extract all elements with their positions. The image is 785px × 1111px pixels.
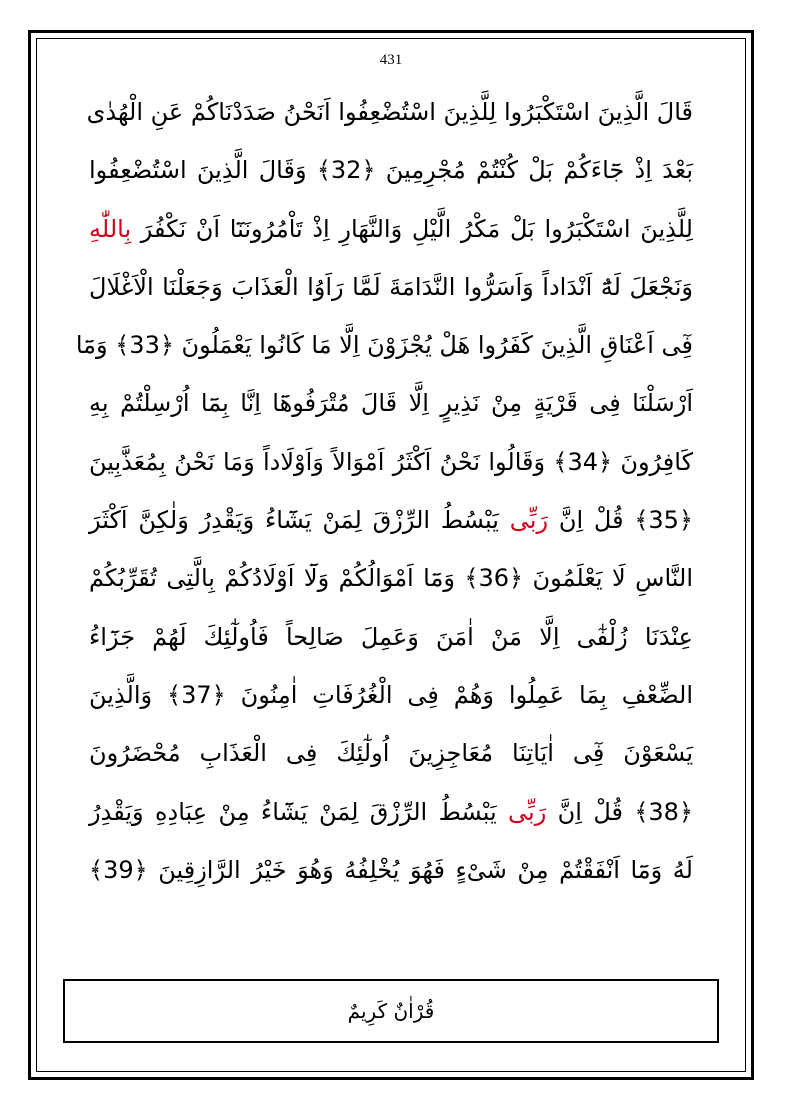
text-line: ﴿38﴾ قُلْ اِنَّ رَبِّى يَبْسُطُ الرِّزْقَ لِمَنْ يَشَٓاءُ مِنْ عِبَادِهِ وَيَقْدِرُ — [89, 797, 694, 826]
text-line: بَعْدَ اِذْ جَٓاءَكُمْ بَلْ كُنْتُمْ مُجْرِمِينَ ﴿32﴾ وَقَالَ الَّذِينَ اسْتُضْعِفُوا — [89, 156, 694, 185]
highlighted-word: رَبِّى — [509, 506, 549, 535]
page-number: 431 — [379, 52, 403, 68]
text-line: عِنْدَنَا زُلْفٰٓى اِلَّا مَنْ اٰمَنَ وَعَمِلَ صَالِحاً فَاُولٰٓئِكَ لَهُمْ جَزَٓاءُ — [89, 622, 693, 651]
text-line: اَرْسَلْنَا فِى قَرْيَةٍ مِنْ نَذِيرٍ اِلَّا قَالَ مُتْرَفُوهَٓا اِنَّا بِمَٓا اُرْسِلْتُمْ بِهِ — [89, 389, 693, 418]
text-line: قَالَ الَّذِينَ اسْتَكْبَرُوا لِلَّذِينَ اسْتُضْعِفُوا اَنَحْنُ صَدَدْنَاكُمْ عَنِ الْهُدٰى — [86, 98, 693, 126]
page-frame-outer — [28, 30, 754, 1080]
text-line: النَّاسِ لَا يَعْلَمُونَ ﴿36﴾ وَمَٓا اَمْوَالُكُمْ وَلَٓا اَوْلَادُكُمْ بِالَّتِى تُقَرِّبُكُمْ — [89, 564, 693, 593]
footer-title: قُرْاٰنٌ كَرِيمٌ — [347, 999, 435, 1023]
text-line: كَافِرُونَ ﴿34﴾ وَقَالُوا نَحْنُ اَكْثَرُ اَمْوَالاً وَاَوْلَاداً وَمَا نَحْنُ بِمُعَذَّبِينَ — [89, 447, 694, 476]
quran-text-block — [75, 83, 694, 899]
highlighted-word: بِاللّٰهِ — [89, 214, 132, 243]
footer-title-box — [63, 979, 719, 1043]
text-line: الضِّعْفِ بِمَا عَمِلُوا وَهُمْ فِى الْغُرُفَاتِ اٰمِنُونَ ﴿37﴾ وَالَّذِينَ — [89, 680, 693, 709]
text-line: ﴿35﴾ قُلْ اِنَّ رَبِّى يَبْسُطُ الرِّزْقَ لِمَنْ يَشَٓاءُ وَيَقْدِرُ وَلٰكِنَّ اَكْثَرَ — [89, 506, 694, 535]
text-line: فِٓى اَعْنَاقِ الَّذِينَ كَفَرُوا هَلْ يُجْزَوْنَ اِلَّا مَا كَانُوا يَعْمَلُونَ ﴿33﴾ وَمَٓا — [75, 331, 693, 360]
text-line: وَنَجْعَلَ لَهُٓ اَنْدَاداً وَاَسَرُّوا النَّدَامَةَ لَمَّا رَاَوُا الْعَذَابَ وَجَعَلْنَا الْاَغْلَالَ — [89, 272, 693, 301]
text-line: يَسْعَوْنَ فِٓى اٰيَاتِنَا مُعَاجِزِينَ اُولٰٓئِكَ فِى الْعَذَابِ مُحْضَرُونَ — [89, 739, 693, 768]
highlighted-word: رَبِّى — [508, 797, 547, 826]
text-line: لَهُ وَمَٓا اَنْفَقْتُمْ مِنْ شَیْءٍ فَهُوَ يُخْلِفُهُ وَهُوَ خَيْرُ الرَّازِقِينَ ﴿39﴾ — [89, 855, 693, 884]
page-frame-inner — [36, 38, 746, 1072]
text-line: لِلَّذِينَ اسْتَكْبَرُوا بَلْ مَكْرُ الَّيْلِ وَالنَّهَارِ اِذْ تَاْمُرُونَنَٓا اَنْ نَكْفُرَ بِاللّٰهِ — [89, 214, 693, 243]
